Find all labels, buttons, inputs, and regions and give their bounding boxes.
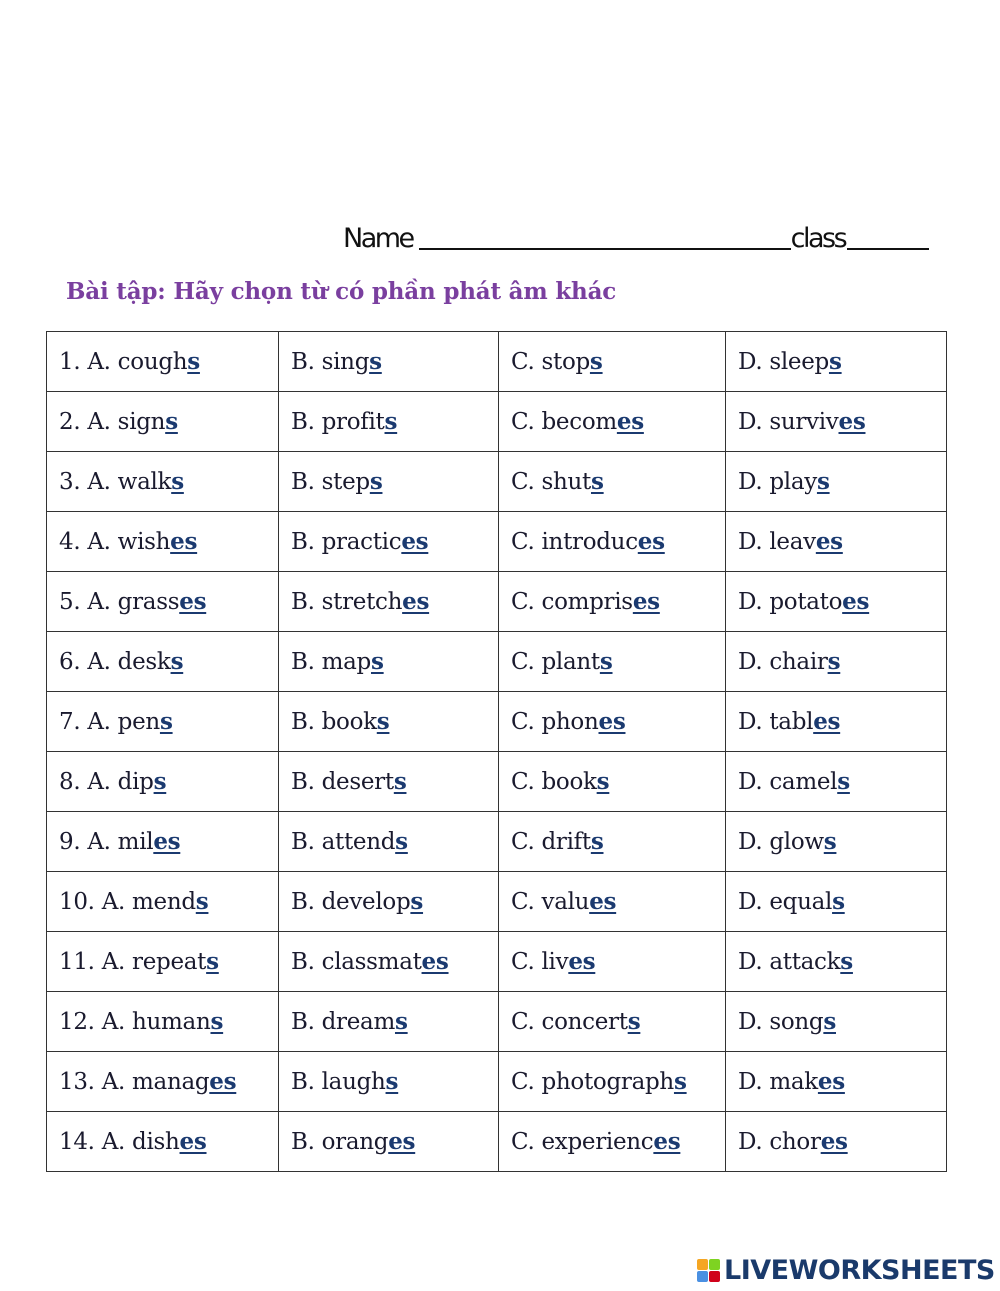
- option-suffix: s: [187, 348, 200, 375]
- option-suffix: es: [637, 528, 665, 555]
- option-cell[interactable]: [47, 812, 279, 872]
- option-suffix: s: [159, 708, 173, 735]
- option-cell[interactable]: [279, 812, 499, 872]
- option-suffix: s: [206, 948, 219, 975]
- option-word: 10. A. mend: [59, 889, 196, 915]
- option-cell[interactable]: [726, 392, 947, 452]
- option-suffix: s: [627, 1008, 641, 1035]
- option-word: D. glow: [738, 829, 824, 855]
- option-suffix: es: [813, 708, 841, 735]
- option-suffix: s: [153, 768, 167, 795]
- option-suffix: s: [369, 468, 383, 495]
- option-suffix: es: [388, 1128, 416, 1155]
- option-cell[interactable]: [726, 812, 947, 872]
- option-cell[interactable]: [47, 392, 279, 452]
- option-suffix: s: [823, 828, 837, 855]
- question-row: [47, 632, 947, 692]
- question-row: [47, 872, 947, 932]
- option-cell[interactable]: [726, 572, 947, 632]
- question-row: [47, 332, 947, 392]
- name-class-line: [343, 218, 933, 254]
- option-cell[interactable]: [279, 452, 499, 512]
- class-blank: [847, 222, 929, 250]
- option-suffix: s: [376, 708, 390, 735]
- option-suffix: s: [673, 1068, 687, 1095]
- option-suffix: es: [815, 528, 843, 555]
- option-cell[interactable]: [499, 992, 726, 1052]
- option-word: 5. A. grass: [59, 589, 180, 615]
- option-cell[interactable]: [726, 1112, 947, 1172]
- option-word: D. surviv: [738, 409, 839, 435]
- option-cell[interactable]: [47, 752, 279, 812]
- option-cell[interactable]: [47, 332, 279, 392]
- option-cell[interactable]: [499, 872, 726, 932]
- option-suffix: s: [832, 888, 845, 915]
- option-cell[interactable]: [499, 512, 726, 572]
- option-word: C. valu: [511, 889, 590, 915]
- option-cell[interactable]: [279, 992, 499, 1052]
- option-cell[interactable]: [279, 752, 499, 812]
- option-word: C. book: [511, 769, 597, 795]
- option-suffix: es: [421, 948, 449, 975]
- option-word: 12. A. human: [59, 1009, 211, 1035]
- option-suffix: es: [209, 1068, 237, 1095]
- option-word: B. desert: [291, 769, 394, 795]
- question-row: [47, 512, 947, 572]
- question-row: [47, 992, 947, 1052]
- option-cell[interactable]: [279, 572, 499, 632]
- option-cell[interactable]: [726, 632, 947, 692]
- option-word: D. sleep: [738, 349, 829, 375]
- option-word: C. introduc: [511, 529, 638, 555]
- option-cell[interactable]: [499, 692, 726, 752]
- option-suffix: s: [596, 768, 610, 795]
- option-suffix: s: [385, 1068, 399, 1095]
- logo-text: LIVEWORKSHEETS: [724, 1254, 995, 1286]
- logo-block: [697, 1259, 708, 1270]
- option-cell[interactable]: [499, 932, 726, 992]
- option-suffix: s: [590, 828, 604, 855]
- option-suffix: s: [394, 1008, 408, 1035]
- option-cell[interactable]: [726, 932, 947, 992]
- option-cell[interactable]: [279, 632, 499, 692]
- option-suffix: es: [842, 588, 870, 615]
- option-word: D. equal: [738, 889, 833, 915]
- option-suffix: es: [568, 948, 596, 975]
- option-suffix: es: [179, 588, 207, 615]
- option-suffix: es: [838, 408, 866, 435]
- option-word: 1. A. cough: [59, 349, 188, 375]
- option-suffix: s: [590, 468, 604, 495]
- question-row: [47, 572, 947, 632]
- option-cell[interactable]: [499, 392, 726, 452]
- option-word: B. practic: [291, 529, 402, 555]
- option-cell[interactable]: [47, 692, 279, 752]
- option-word: D. chair: [738, 649, 828, 675]
- name-label: Name: [343, 223, 413, 254]
- question-row: [47, 752, 947, 812]
- option-word: D. mak: [738, 1069, 818, 1095]
- option-cell[interactable]: [279, 872, 499, 932]
- question-row: [47, 932, 947, 992]
- option-suffix: s: [384, 408, 398, 435]
- option-word: C. shut: [511, 469, 591, 495]
- name-blank: [419, 222, 791, 250]
- option-word: 11. A. repeat: [59, 949, 207, 975]
- option-suffix: s: [827, 648, 841, 675]
- option-word: B. book: [291, 709, 377, 735]
- exercise-title: Bài tập: Hãy chọn từ có phần phát âm khác: [66, 278, 617, 305]
- option-word: D. play: [738, 469, 817, 495]
- option-cell[interactable]: [47, 992, 279, 1052]
- option-cell[interactable]: [279, 1112, 499, 1172]
- option-word: D. potato: [738, 589, 843, 615]
- option-cell[interactable]: [726, 452, 947, 512]
- option-suffix: s: [816, 468, 830, 495]
- option-word: C. phon: [511, 709, 599, 735]
- option-word: 2. A. sign: [59, 409, 166, 435]
- question-row: [47, 392, 947, 452]
- option-word: D. camel: [738, 769, 838, 795]
- option-word: C. becom: [511, 409, 617, 435]
- option-word: D. attack: [738, 949, 841, 975]
- option-suffix: s: [195, 888, 209, 915]
- option-suffix: s: [828, 348, 842, 375]
- option-cell[interactable]: [47, 452, 279, 512]
- option-suffix: es: [589, 888, 617, 915]
- option-suffix: s: [599, 648, 613, 675]
- option-cell[interactable]: [726, 512, 947, 572]
- option-suffix: s: [165, 408, 178, 435]
- option-cell[interactable]: [499, 1112, 726, 1172]
- option-word: 3. A. walk: [59, 469, 172, 495]
- option-suffix: es: [153, 828, 181, 855]
- option-cell[interactable]: [47, 572, 279, 632]
- option-word: 4. A. wish: [59, 529, 171, 555]
- option-cell[interactable]: [47, 632, 279, 692]
- option-word: 14. A. dish: [59, 1129, 180, 1155]
- option-cell[interactable]: [499, 332, 726, 392]
- logo-block: [709, 1259, 720, 1270]
- option-suffix: es: [817, 1068, 845, 1095]
- option-cell[interactable]: [279, 932, 499, 992]
- question-row: [47, 452, 947, 512]
- option-word: B. classmat: [291, 949, 422, 975]
- question-row: [47, 692, 947, 752]
- option-cell[interactable]: [47, 1052, 279, 1112]
- option-cell[interactable]: [279, 392, 499, 452]
- option-cell[interactable]: [279, 512, 499, 572]
- option-cell[interactable]: [47, 932, 279, 992]
- option-suffix: s: [410, 888, 424, 915]
- option-word: D. leav: [738, 529, 816, 555]
- option-word: C. plant: [511, 649, 600, 675]
- option-cell[interactable]: [499, 812, 726, 872]
- option-cell[interactable]: [279, 1052, 499, 1112]
- option-suffix: es: [616, 408, 644, 435]
- option-suffix: es: [402, 588, 430, 615]
- option-word: 7. A. pen: [59, 709, 160, 735]
- option-cell[interactable]: [726, 1052, 947, 1112]
- option-cell[interactable]: [499, 632, 726, 692]
- option-cell[interactable]: [726, 992, 947, 1052]
- option-word: C. liv: [511, 949, 569, 975]
- option-word: B. map: [291, 649, 371, 675]
- option-cell[interactable]: [279, 692, 499, 752]
- option-word: 13. A. manag: [59, 1069, 210, 1095]
- option-cell[interactable]: [726, 332, 947, 392]
- option-word: C. concert: [511, 1009, 628, 1035]
- option-suffix: es: [632, 588, 660, 615]
- option-suffix: es: [179, 1128, 207, 1155]
- class-label: class: [790, 223, 846, 254]
- option-word: 8. A. dip: [59, 769, 154, 795]
- option-cell[interactable]: [499, 452, 726, 512]
- option-suffix: s: [393, 768, 407, 795]
- option-word: B. attend: [291, 829, 396, 855]
- option-word: C. stop: [511, 349, 590, 375]
- option-word: D. song: [738, 1009, 824, 1035]
- option-suffix: s: [369, 348, 382, 375]
- option-cell[interactable]: [47, 512, 279, 572]
- option-suffix: es: [820, 1128, 848, 1155]
- option-suffix: s: [837, 768, 850, 795]
- option-cell[interactable]: [499, 572, 726, 632]
- option-cell[interactable]: [279, 332, 499, 392]
- option-word: B. develop: [291, 889, 411, 915]
- question-row: [47, 1112, 947, 1172]
- option-word: C. drift: [511, 829, 591, 855]
- option-word: C. experienc: [511, 1129, 654, 1155]
- option-word: B. stretch: [291, 589, 403, 615]
- option-word: B. step: [291, 469, 370, 495]
- logo-block: [709, 1271, 720, 1282]
- option-suffix: s: [170, 648, 184, 675]
- option-suffix: s: [840, 948, 853, 975]
- option-word: C. compris: [511, 589, 633, 615]
- option-word: B. orang: [291, 1129, 389, 1155]
- option-suffix: es: [170, 528, 198, 555]
- option-cell[interactable]: [726, 752, 947, 812]
- exercise-table-body: [47, 332, 947, 1172]
- option-word: 9. A. mil: [59, 829, 154, 855]
- liveworksheets-logo: [697, 1253, 995, 1287]
- option-cell[interactable]: [499, 752, 726, 812]
- option-word: D. tabl: [738, 709, 814, 735]
- option-suffix: s: [589, 348, 603, 375]
- option-suffix: s: [210, 1008, 224, 1035]
- option-word: 6. A. desk: [59, 649, 171, 675]
- option-cell[interactable]: [499, 1052, 726, 1112]
- option-word: B. sing: [291, 349, 370, 375]
- option-word: B. laugh: [291, 1069, 386, 1095]
- option-suffix: s: [395, 828, 408, 855]
- logo-blocks-icon: [697, 1259, 720, 1282]
- exercise-table: [46, 331, 947, 1172]
- option-suffix: s: [171, 468, 184, 495]
- option-word: B. dream: [291, 1009, 395, 1035]
- option-cell[interactable]: [726, 872, 947, 932]
- option-suffix: es: [401, 528, 429, 555]
- option-word: B. profit: [291, 409, 385, 435]
- option-suffix: s: [823, 1008, 836, 1035]
- option-suffix: es: [653, 1128, 681, 1155]
- question-row: [47, 812, 947, 872]
- option-cell[interactable]: [726, 692, 947, 752]
- option-suffix: s: [370, 648, 384, 675]
- logo-block: [697, 1271, 708, 1282]
- option-word: C. photograph: [511, 1069, 674, 1095]
- option-cell[interactable]: [47, 1112, 279, 1172]
- question-row: [47, 1052, 947, 1112]
- option-word: D. chor: [738, 1129, 821, 1155]
- option-cell[interactable]: [47, 872, 279, 932]
- option-suffix: es: [598, 708, 626, 735]
